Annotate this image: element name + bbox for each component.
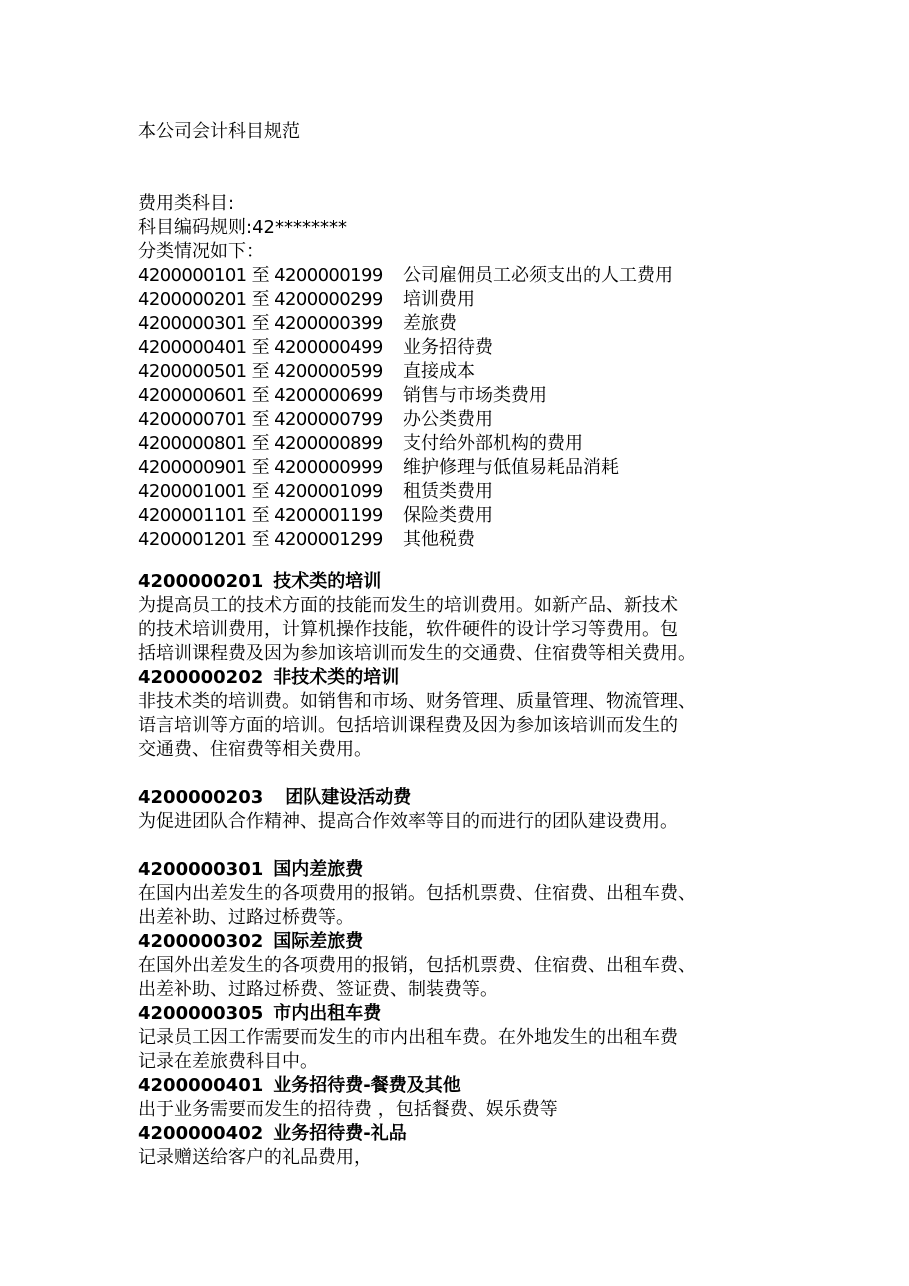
entry-heading: [138, 1002, 696, 1026]
entry-desc-line: 为提高员工的技术方面的技能而发生的培训费用。如新产品、新技术: [138, 595, 678, 616]
range-desc: 培训费用: [403, 289, 475, 310]
range-row: [138, 264, 673, 288]
intro-section: [138, 192, 673, 552]
entry-desc-line: 语言培训等方面的培训。包括培训课程费及因为参加该培训而发生的: [138, 715, 678, 736]
range-desc: 维护修理与低值易耗品消耗: [403, 457, 619, 478]
entry-code: 4200000201: [138, 571, 264, 592]
entry-desc-line: 出于业务需要而发生的招待费 ，包括餐费、娱乐费等: [138, 1099, 558, 1120]
entry-heading: [138, 858, 696, 882]
entry-code: 4200000402: [138, 1123, 264, 1144]
range-desc: 支付给外部机构的费用: [403, 433, 583, 454]
entry-name: 非技术类的培训: [273, 667, 400, 688]
entry-name: 市内出租车费: [273, 1003, 382, 1024]
entry-heading: [138, 1122, 696, 1146]
range-desc: 直接成本: [403, 361, 475, 382]
entry-desc-line: 交通费、住宿费等相关费用。: [138, 739, 372, 760]
range-row: [138, 456, 673, 480]
range-code: 4200000801 至 4200000899: [138, 433, 383, 454]
range-desc: 销售与市场类费用: [403, 385, 547, 406]
intro-line-category: 费用类科目:: [138, 193, 235, 214]
range-code: 4200001101 至 4200001199: [138, 505, 383, 526]
entry-desc-line: 为促进团队合作精神、提高合作效率等目的而进行的团队建设费用。: [138, 811, 678, 832]
range-code: 4200001001 至 4200001099: [138, 481, 383, 502]
entry-heading: [138, 1074, 696, 1098]
entry-block-travel-entertainment: [138, 858, 696, 1170]
entry-desc-line: 出差补助、过路过桥费、签证费、制装费等。: [138, 979, 498, 1000]
entry-code: 4200000305: [138, 1003, 264, 1024]
range-code: 4200000401 至 4200000499: [138, 337, 383, 358]
entry-code: 4200000301: [138, 859, 264, 880]
range-code: 4200000901 至 4200000999: [138, 457, 383, 478]
entry-code: 4200000302: [138, 931, 264, 952]
entry-desc-line: 在国外出差发生的各项费用的报销，包括机票费、住宿费、出租车费、: [138, 955, 696, 976]
range-code: 4200000701 至 4200000799: [138, 409, 383, 430]
range-desc: 租赁类费用: [403, 481, 493, 502]
entry-block-training: [138, 570, 696, 762]
entry-desc-line: 在国内出差发生的各项费用的报销。包括机票费、住宿费、出租车费、: [138, 883, 696, 904]
range-code: 4200001201 至 4200001299: [138, 529, 383, 550]
range-code: 4200000101 至 4200000199: [138, 265, 383, 286]
range-code: 4200000301 至 4200000399: [138, 313, 383, 334]
range-code: 4200000601 至 4200000699: [138, 385, 383, 406]
range-row: [138, 504, 673, 528]
range-row: [138, 528, 673, 552]
range-row: [138, 408, 673, 432]
intro-line-coding-rule: 科目编码规则:42********: [138, 217, 347, 238]
entry-desc-line: 括培训课程费及因为参加该培训而发生的交通费、住宿费等相关费用。: [138, 643, 696, 664]
document-title: 本公司会计科目规范: [138, 121, 300, 142]
range-row: [138, 480, 673, 504]
entry-name: 团队建设活动费: [285, 787, 412, 808]
entry-code: 4200000401: [138, 1075, 264, 1096]
entry-desc-line: 记录员工因工作需要而发生的市内出租车费。在外地发生的出租车费: [138, 1027, 678, 1048]
entry-name: 国际差旅费: [273, 931, 364, 952]
entry-desc-line: 记录赠送给客户的礼品费用，: [138, 1147, 372, 1168]
entry-desc-line: 非技术类的培训费。如销售和市场、财务管理、质量管理、物流管理、: [138, 691, 696, 712]
entry-code: 4200000202: [138, 667, 264, 688]
range-desc: 公司雇佣员工必须支出的人工费用: [403, 265, 673, 286]
range-row: [138, 312, 673, 336]
intro-line-classification: 分类情况如下：: [138, 241, 264, 262]
entry-block-team-building: [138, 786, 678, 834]
range-desc: 其他税费: [403, 529, 475, 550]
entry-heading: [138, 666, 696, 690]
entry-desc-line: 记录在差旅费科目中。: [138, 1051, 318, 1072]
entry-name: 业务招待费-礼品: [273, 1123, 407, 1144]
entry-code: 4200000203: [138, 787, 264, 808]
range-code: 4200000201 至 4200000299: [138, 289, 383, 310]
entry-desc-line: 的技术培训费用，计算机操作技能，软件硬件的设计学习等费用。包: [138, 619, 678, 640]
entry-heading: [138, 570, 696, 594]
range-code: 4200000501 至 4200000599: [138, 361, 383, 382]
range-desc: 业务招待费: [403, 337, 493, 358]
entry-name: 业务招待费-餐费及其他: [273, 1075, 461, 1096]
range-row: [138, 336, 673, 360]
range-row: [138, 432, 673, 456]
range-desc: 保险类费用: [403, 505, 493, 526]
range-desc: 办公类费用: [403, 409, 493, 430]
range-desc: 差旅费: [403, 313, 457, 334]
entry-heading: [138, 786, 678, 810]
range-row: [138, 384, 673, 408]
range-row: [138, 360, 673, 384]
entry-name: 国内差旅费: [273, 859, 364, 880]
entry-desc-line: 出差补助、过路过桥费等。: [138, 907, 354, 928]
entry-heading: [138, 930, 696, 954]
range-row: [138, 288, 673, 312]
entry-name: 技术类的培训: [273, 571, 382, 592]
